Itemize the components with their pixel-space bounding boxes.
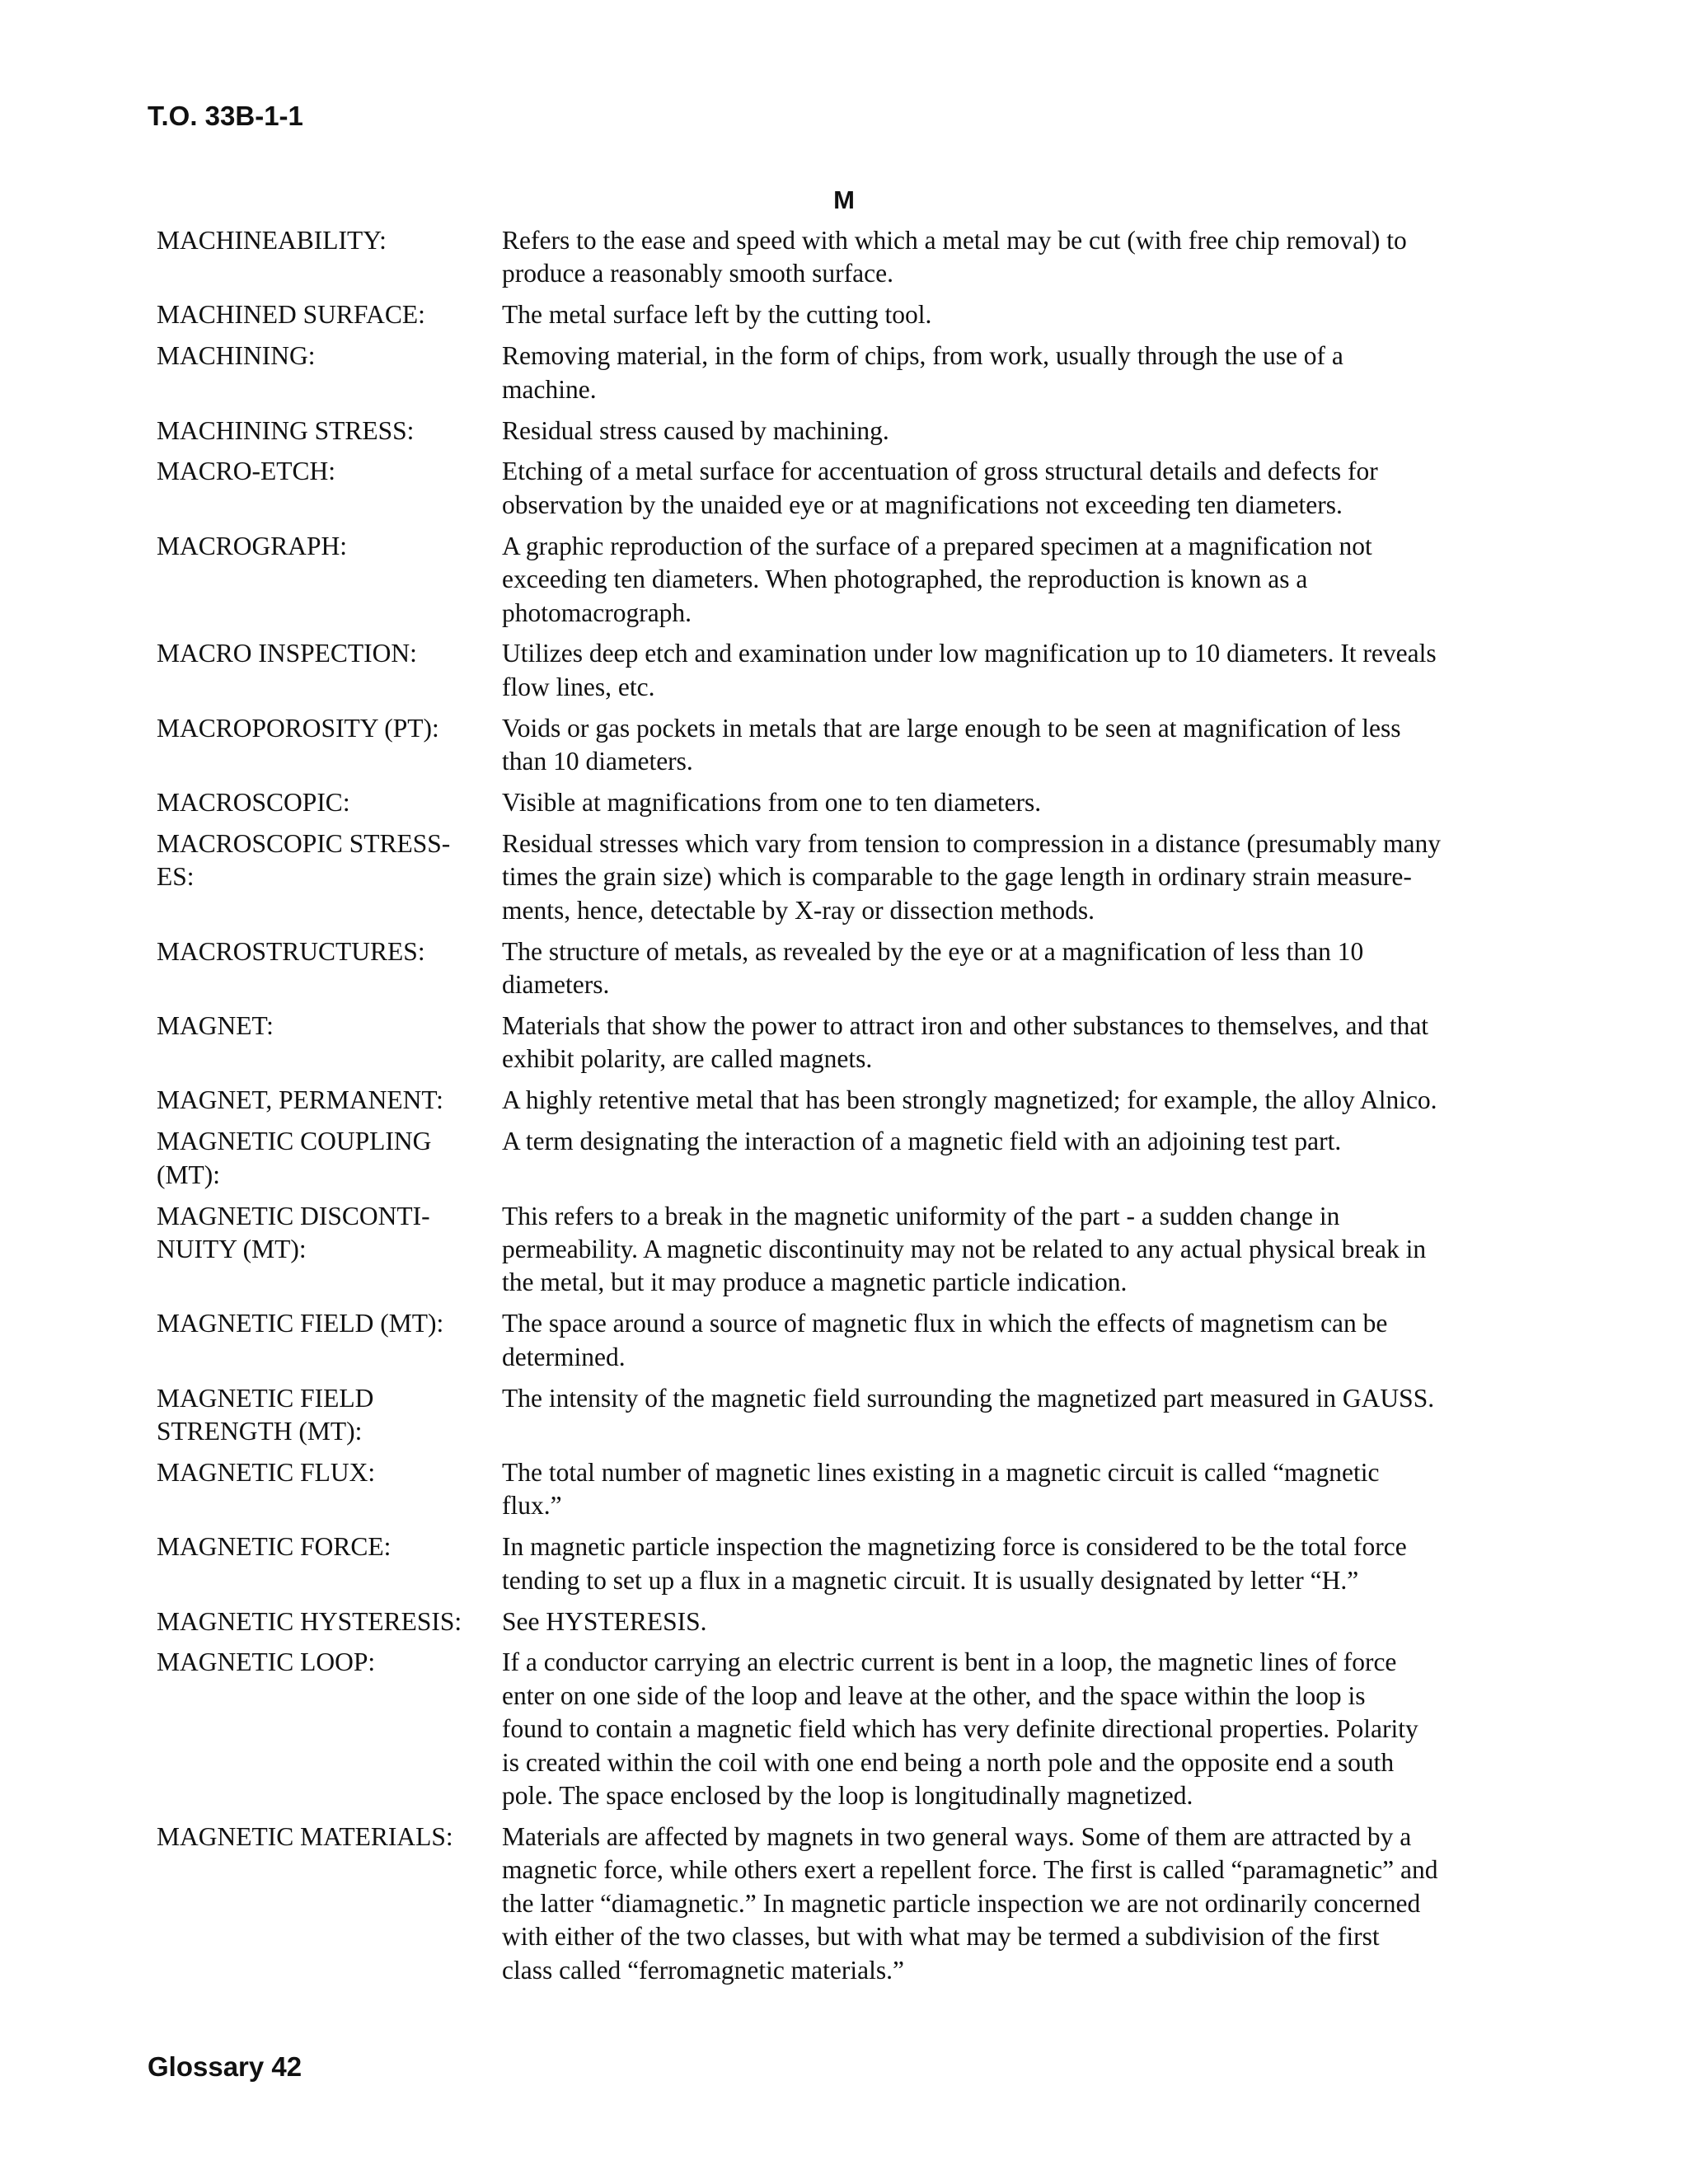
glossary-entry	[157, 1084, 1550, 1117]
glossary-definition: The intensity of the magnetic field surrounding the magnetized part measured in GAUSS.	[502, 1383, 1435, 1413]
glossary-term: MAGNETIC LOOP:	[157, 1647, 376, 1677]
glossary-entry	[157, 340, 1550, 406]
glossary-entry	[157, 455, 1550, 522]
glossary-entry	[157, 1125, 1550, 1192]
glossary-entry	[157, 935, 1550, 1002]
glossary-term: MAGNETIC FIELD (MT):	[157, 1309, 444, 1338]
glossary-definition: This refers to a break in the magnetic uniformity of the part - a sudden change in permeability. A magnetic discontinuity may not be related to any actual physical break in the metal, but it may produce a magnetic particle indication.	[502, 1201, 1427, 1297]
glossary-term: MACHINING:	[157, 341, 316, 371]
glossary-definition: The structure of metals, as revealed by the eye or at a magnification of less than 10 diameters.	[502, 936, 1364, 1000]
glossary-definition: Residual stresses which vary from tension to compression in a distance (presumably many times the grain size) which is comparable to the gage length in ordinary strain measure- ments, hence, detectable by X-ray or dissection methods.	[502, 829, 1441, 925]
glossary-entry	[157, 1456, 1550, 1523]
glossary-entry	[157, 637, 1550, 704]
glossary-term: MACROPOROSITY (PT):	[157, 713, 439, 743]
glossary-term: MACHINEABILITY:	[157, 226, 387, 255]
glossary-term: MAGNETIC DISCONTI- NUITY (MT):	[157, 1201, 430, 1263]
document-id: T.O. 33B-1-1	[148, 101, 303, 131]
glossary-definition: Etching of a metal surface for accentuation of gross structural details and defects for observation by the unaided eye or at magnifications not exceeding ten diameters.	[502, 457, 1378, 519]
glossary-term: MACRO INSPECTION:	[157, 639, 417, 668]
glossary-entry	[157, 1605, 1550, 1638]
glossary-definition: Voids or gas pockets in metals that are large enough to be seen at magnification of less than 10 diameters.	[502, 713, 1401, 776]
glossary-term: MAGNET:	[157, 1011, 274, 1041]
glossary-definition: A term designating the interaction of a magnetic field with an adjoining test part.	[502, 1127, 1342, 1156]
glossary-entry	[157, 786, 1550, 819]
glossary-term: MACHINED SURFACE:	[157, 300, 425, 330]
glossary-term: MACHINING STRESS:	[157, 415, 415, 445]
glossary-entry	[157, 1530, 1550, 1597]
glossary-entry	[157, 1200, 1550, 1300]
glossary-definition: In magnetic particle inspection the magnetizing force is considered to be the total force tending to set up a flux in a magnetic circuit. It is usually designated by letter “H.”	[502, 1532, 1407, 1595]
glossary-term: MAGNETIC FORCE:	[157, 1532, 392, 1562]
glossary-entry	[157, 712, 1550, 779]
glossary-entry	[157, 415, 1550, 448]
glossary-entry	[157, 298, 1550, 331]
glossary-entry	[157, 1382, 1550, 1449]
glossary-entry	[157, 1010, 1550, 1076]
glossary-term: MAGNETIC COUPLING (MT):	[157, 1127, 432, 1189]
glossary-definition: The space around a source of magnetic flux in which the effects of magnetism can be determined.	[502, 1309, 1388, 1371]
glossary-definition: Removing material, in the form of chips, from work, usually through the use of a machine.	[502, 341, 1343, 404]
glossary-entry	[157, 224, 1550, 291]
glossary-definition: Residual stress caused by machining.	[502, 415, 889, 445]
glossary-term: MAGNET, PERMANENT:	[157, 1085, 443, 1115]
glossary-term: MACROGRAPH:	[157, 531, 348, 560]
glossary-definition: Materials are affected by magnets in two general ways. Some of them are attracted by a magnetic force, while others exert a repellent force. The first is called “paramagnetic” and the latter “diamagnetic.” In magnetic particle inspection we are not ordinarily concerned with either of the two classes, but with what may be termed a subdivision of the first class called “ferromagnetic materials.”	[502, 1821, 1438, 1985]
glossary-entry	[157, 1821, 1550, 1987]
glossary-definition: See HYSTERESIS.	[502, 1606, 707, 1636]
glossary-term: MACROSCOPIC STRESS- ES:	[157, 829, 451, 892]
glossary-definition: If a conductor carrying an electric current is bent in a loop, the magnetic lines of force enter on one side of the loop and leave at the other, and the space within the loop is found to contain a magnetic field which has very definite directional properties. Polarity is created within the coil with one end being a north pole and the opposite end a south pole. The space enclosed by the loop is longitudinally magnetized.	[502, 1647, 1418, 1811]
glossary-definition: The total number of magnetic lines existing in a magnetic circuit is called “magnetic flux.”	[502, 1457, 1380, 1521]
page-number-label: Glossary 42	[148, 2051, 302, 2082]
glossary-definition: Utilizes deep etch and examination under low magnification up to 10 diameters. It reveals flow lines, etc.	[502, 639, 1437, 701]
glossary-term: MAGNETIC FLUX:	[157, 1457, 376, 1487]
glossary-term: MACROSTRUCTURES:	[157, 936, 425, 966]
glossary-entry	[157, 530, 1550, 630]
glossary-definition: A graphic reproduction of the surface of a prepared specimen at a magnification not exceeding ten diameters. When photographed, the reproduction is known as a photomacrograph.	[502, 531, 1372, 627]
glossary-term: MAGNETIC HYSTERESIS:	[157, 1606, 462, 1636]
glossary-definition: Refers to the ease and speed with which a metal may be cut (with free chip removal) to produce a reasonably smooth surface.	[502, 226, 1407, 288]
section-letter-heading: M	[833, 185, 855, 214]
glossary-term: MAGNETIC FIELD STRENGTH (MT):	[157, 1383, 374, 1446]
glossary-definition: Visible at magnifications from one to ten diameters.	[502, 788, 1042, 818]
glossary-entry	[157, 1307, 1550, 1374]
glossary-entry	[157, 1646, 1550, 1812]
glossary-entries	[157, 224, 1550, 1995]
glossary-definition: Materials that show the power to attract iron and other substances to themselves, and that exhibit polarity, are called magnets.	[502, 1011, 1429, 1074]
glossary-term: MACRO-ETCH:	[157, 457, 336, 486]
glossary-definition: A highly retentive metal that has been strongly magnetized; for example, the alloy Alnico.	[502, 1085, 1437, 1115]
glossary-term: MACROSCOPIC:	[157, 788, 350, 818]
glossary-entry	[157, 827, 1550, 927]
glossary-definition: The metal surface left by the cutting tool.	[502, 300, 932, 330]
glossary-term: MAGNETIC MATERIALS:	[157, 1821, 453, 1851]
